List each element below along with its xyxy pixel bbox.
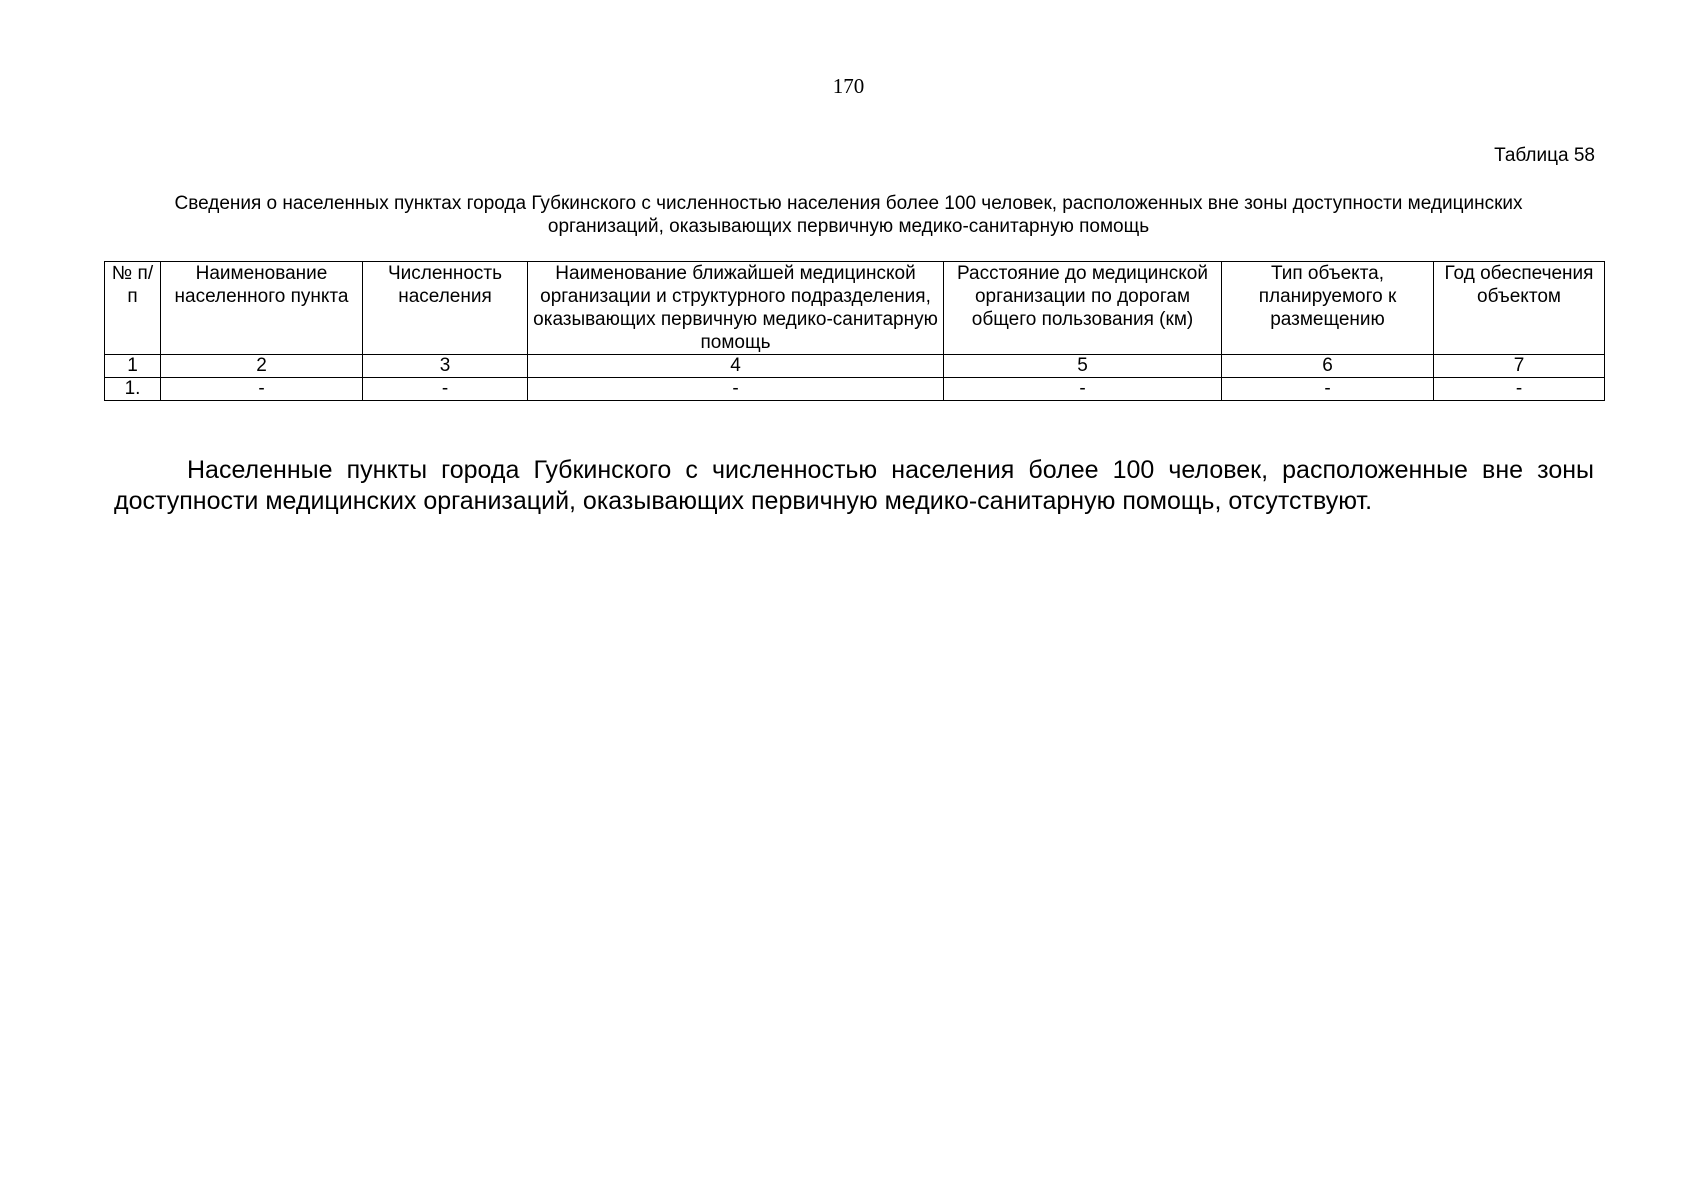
column-number-cell: 7	[1434, 355, 1605, 378]
column-number-cell: 2	[161, 355, 363, 378]
header-cell-distance: Расстояние до медицинской организации по дорогам общего пользования (км)	[944, 262, 1222, 355]
summary-paragraph: Населенные пункты города Губкинского с численностью населения более 100 человек, расположенные вне зоны доступности медицинских организаций, оказывающих первичную медико-санитарную помощь, отсутствуют.	[114, 456, 1594, 515]
table-cell: -	[1434, 378, 1605, 401]
header-cell-settlement-name: Наименование населенного пункта	[161, 262, 363, 355]
table-cell: -	[528, 378, 944, 401]
header-cell-year: Год обеспечения объектом	[1434, 262, 1605, 355]
column-number-cell: 4	[528, 355, 944, 378]
header-cell-object-type: Тип объекта, планируемого к размещению	[1222, 262, 1434, 355]
settlements-table	[104, 261, 1605, 401]
table-header-row	[105, 262, 1605, 355]
header-cell-number: № п/п	[105, 262, 161, 355]
header-cell-medical-organization: Наименование ближайшей медицинской организации и структурного подразделения, оказывающих первичную медико-санитарную помощь	[528, 262, 944, 355]
table-label: Таблица 58	[1494, 145, 1595, 166]
table-cell: -	[944, 378, 1222, 401]
table-cell: -	[161, 378, 363, 401]
table-cell: -	[363, 378, 528, 401]
column-numbers-row	[105, 355, 1605, 378]
header-cell-population: Численность населения	[363, 262, 528, 355]
column-number-cell: 5	[944, 355, 1222, 378]
table-row	[105, 378, 1605, 401]
table-cell: -	[1222, 378, 1434, 401]
column-number-cell: 3	[363, 355, 528, 378]
page-number: 170	[832, 74, 865, 98]
table-caption: Сведения о населенных пунктах города Губкинского с численностью населения более 100 человек, расположенных вне зоны доступности медицинских организаций, оказывающих первичную медико-санитарную помощь	[174, 193, 1523, 237]
column-number-cell: 1	[105, 355, 161, 378]
table-cell: 1.	[105, 378, 161, 401]
column-number-cell: 6	[1222, 355, 1434, 378]
